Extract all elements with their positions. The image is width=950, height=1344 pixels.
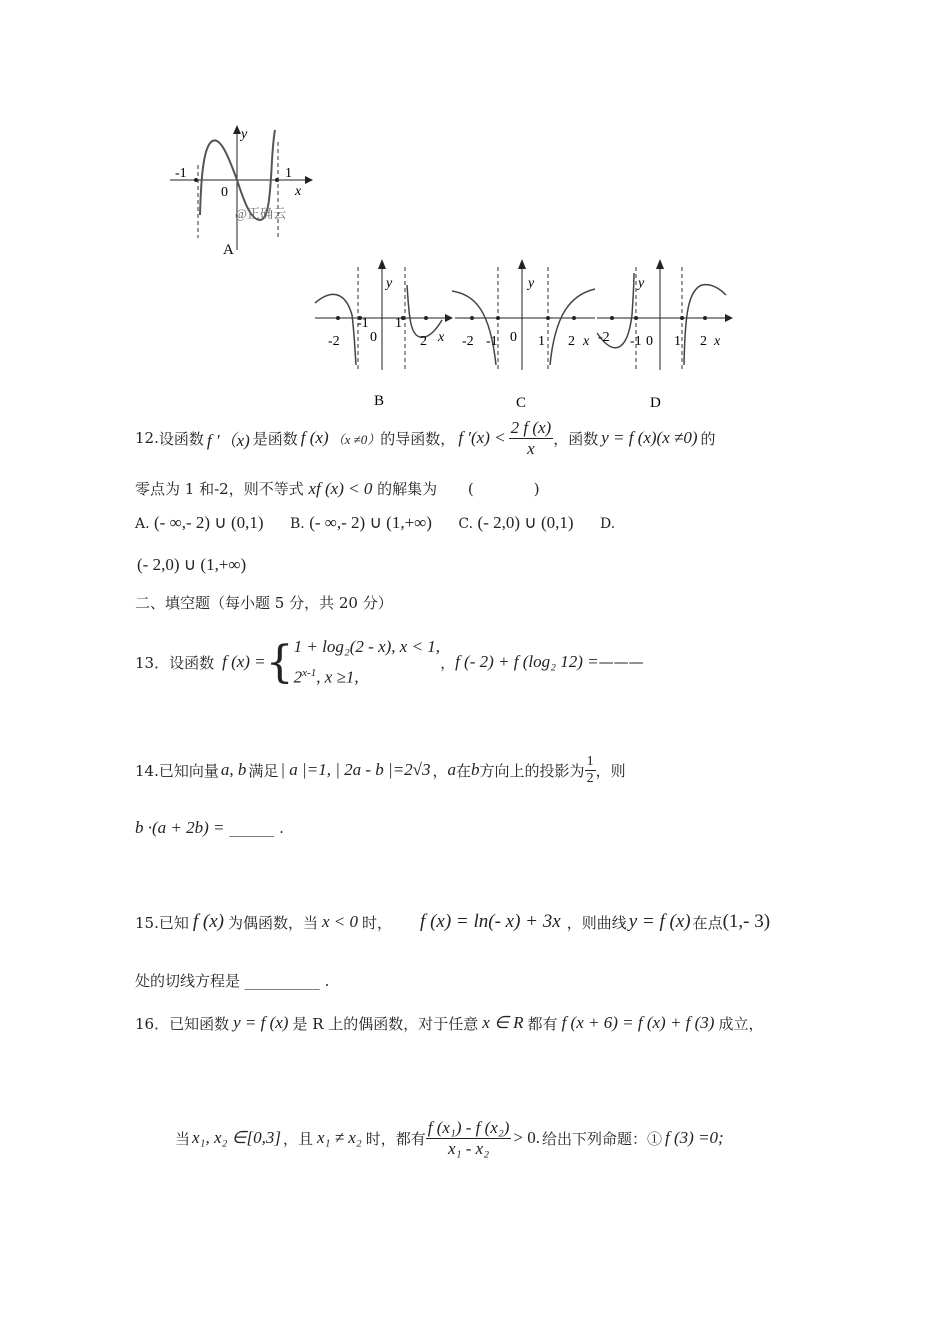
q16-number: 16．已知函数: [135, 1014, 230, 1033]
q12-frac-den: x: [527, 438, 535, 458]
q15-line1: [135, 905, 770, 939]
q14-line1: [135, 735, 626, 805]
q15-text-1: 为偶函数，当: [227, 913, 318, 932]
q14-line2: [135, 818, 284, 838]
q13-case2-base: 2: [293, 667, 303, 687]
q12-ineq2: xf (x) < 0: [308, 479, 373, 498]
q15-line2: [135, 970, 329, 991]
q12-cond: （x ≠0）: [331, 431, 381, 447]
q13-line: [135, 632, 644, 692]
q12-option-a: (- ∞,- 2) ∪ (0,1): [154, 513, 264, 532]
q14-text-4: 方向上的投影为: [479, 761, 585, 780]
q15-text-3: ，则曲线: [566, 913, 627, 932]
q16-l2-cond: x₁, x₂ ∈[0,3]: [192, 1128, 281, 1147]
q16-frac-num: f (x₁) - f (x₂): [427, 1117, 510, 1137]
graph-c-option-label: C: [516, 395, 527, 411]
q15-end: .: [324, 972, 330, 990]
graph-b: [310, 255, 460, 415]
q12-fprime: f ′（x): [206, 430, 250, 450]
graph-c-tick-neg2: -2: [462, 334, 474, 349]
q16-text-1: 是 R 上的偶函数，对于任意: [292, 1014, 479, 1033]
q16-eq: f (x + 6) = f (x) + f (3): [561, 1013, 715, 1032]
q16-line2: [175, 1110, 724, 1166]
graph-c-tick-1: 1: [538, 334, 545, 349]
q16-l2-text-2: ，且: [282, 1129, 313, 1148]
graph-a-x-label: x: [295, 184, 302, 199]
q14-text-3: 在: [456, 761, 472, 780]
graph-b-tick-neg1: -1: [357, 316, 369, 331]
q12-answer-blank: ( ): [467, 480, 540, 498]
graph-d-tick-1: 1: [674, 334, 681, 349]
graph-d-option-label: D: [650, 395, 661, 411]
q15-def: f (x) = ln(- x) + 3x: [420, 911, 561, 932]
q13-number: 13．设函数: [135, 653, 215, 672]
graph-a-option-label: A: [223, 242, 234, 258]
q15-number: 15.已知: [135, 913, 189, 932]
q14-proj-den: 2: [586, 770, 594, 786]
q14-text-5: ，则: [595, 761, 626, 780]
graph-a-tick-1: 1: [285, 166, 292, 181]
graph-a-tick-neg1: -1: [175, 166, 187, 181]
graph-b-tick-0: 0: [370, 330, 377, 345]
q12-text-b: 是函数: [252, 429, 298, 448]
q12-line1: [135, 418, 716, 458]
q16-l2-text-3: 时，都有: [365, 1129, 426, 1148]
q14-proj-num: 1: [586, 753, 594, 769]
q14-number: 14.已知向量: [135, 761, 219, 780]
q12-text-d: ，函数: [553, 429, 599, 448]
q14-text-2: ，: [432, 761, 448, 780]
q15-line2-text: 处的切线方程是: [135, 972, 241, 990]
q12-text-a: 设函数: [158, 429, 204, 448]
q12-option-b-label: B.: [290, 516, 305, 532]
graph-b-tick-neg2: -2: [328, 334, 340, 349]
q12-frac-num: 2 f (x): [510, 417, 552, 437]
q16-l2-text-1: 当: [175, 1129, 191, 1148]
q16-line1: [135, 1005, 763, 1041]
graph-b-option-label: B: [374, 393, 385, 409]
graph-d-tick-neg1: -1: [630, 334, 642, 349]
graph-b-tick-2: 2: [420, 334, 427, 349]
graph-c-tick-0: 0: [510, 330, 517, 345]
q13-lhs: f (x) =: [222, 652, 266, 671]
q15-curve: y = f (x): [628, 911, 691, 932]
q15-fx: f (x): [192, 911, 224, 932]
q16-gt: > 0.: [513, 1128, 541, 1147]
q16-text-3: 成立，: [718, 1014, 764, 1033]
q12-fx: f (x): [300, 428, 329, 447]
graph-d-x-label: x: [714, 334, 721, 349]
q14-end: .: [279, 819, 284, 837]
q13-case2-rest: , x ≥1,: [316, 667, 359, 687]
q14-vec-a: a: [447, 760, 457, 779]
q16-fraction: [426, 1118, 512, 1159]
q15-text-2: 时，: [362, 913, 393, 932]
q15-text-4: 在点: [692, 913, 723, 932]
graph-a-tick-0: 0: [221, 185, 228, 200]
q15-blank: __________: [244, 972, 320, 990]
q13-case2-exp: x-1: [302, 666, 317, 679]
graph-d: [592, 255, 742, 415]
graph-d-y-label: y: [638, 276, 645, 291]
q12-line2: [135, 478, 540, 499]
graph-d-tick-0: 0: [646, 334, 653, 349]
q14-text-1: 满足: [248, 761, 279, 780]
graph-c-tick-2: 2: [568, 334, 575, 349]
graph-b-y-label: y: [386, 276, 393, 291]
q16-frac-den: x₁ - x₂: [448, 1138, 490, 1158]
q12-option-c: (- 2,0) ∪ (0,1): [477, 513, 574, 532]
q16-cond: x ∈ R: [482, 1013, 524, 1032]
q12-text-c: 的导函数，: [380, 429, 456, 448]
graph-d-tick-2: 2: [700, 334, 707, 349]
graph-c: [450, 255, 600, 415]
q15-point: (1,- 3): [722, 911, 771, 932]
q12-text-e: 的: [700, 429, 716, 448]
section-2-heading: 二、填空题（每小题 5 分，共 20 分）: [135, 594, 393, 612]
q13-case2: [294, 660, 440, 691]
q12-number: 12.: [135, 429, 159, 447]
q16-l2-text-4: 给出下列命题：①: [542, 1129, 663, 1148]
q15-cond: x < 0: [322, 912, 359, 931]
q14-expr: b ·(a + 2b) =: [135, 818, 225, 837]
graph-b-tick-1: 1: [395, 316, 402, 331]
q14-condition: | a |=1, | 2a - b |=2√3: [280, 760, 431, 779]
q16-func: y = f (x): [233, 1013, 289, 1032]
graph-c-x-label: x: [583, 334, 590, 349]
graph-b-x-label: x: [438, 330, 445, 345]
q12-fraction: [509, 418, 554, 459]
q12-options: [135, 513, 615, 533]
q12-option-d-label: D.: [599, 516, 616, 532]
q14-vec-b: b: [471, 760, 480, 779]
q14-vectors: a, b: [220, 760, 247, 779]
graph-a-watermark: @正确云: [235, 206, 286, 221]
q13-cases: [294, 634, 440, 691]
q12-option-a-label: A.: [135, 516, 150, 532]
graph-d-tick-neg2: -2: [598, 330, 610, 345]
graph-a-y-label: y: [241, 127, 248, 142]
q16-prop1: f (3) =0;: [665, 1128, 724, 1147]
q12-option-b: (- ∞,- 2) ∪ (1,+∞): [309, 513, 432, 532]
q12-func: y = f (x)(x ≠0): [601, 428, 698, 447]
q14-projection-fraction: [585, 754, 596, 787]
q12-option-d: (- 2,0) ∪ (1,+∞): [137, 555, 247, 574]
q12-line2-text: 零点为 1 和-2，则不等式: [135, 480, 304, 498]
q13-blank: ———: [598, 653, 644, 671]
q14-blank: ______: [229, 819, 275, 837]
q13-brace: {: [265, 636, 294, 688]
graph-c-tick-neg1: -1: [486, 334, 498, 349]
q13-case1: 1 + log₂(2 - x), x < 1,: [293, 636, 441, 656]
q13-expr: f (- 2) + f (log₂ 12) =: [455, 652, 599, 671]
q16-l2-neq: x₁ ≠ x₂: [316, 1128, 362, 1147]
graph-c-y-label: y: [528, 276, 535, 291]
q12-line2-text-b: 的解集为: [377, 480, 438, 498]
q12-option-c-label: C.: [458, 516, 474, 532]
q12-ineq-left: f ′(x) <: [458, 428, 506, 447]
q13-comma: ，: [440, 653, 456, 672]
graph-a: [165, 120, 315, 270]
q16-text-2: 都有: [527, 1014, 558, 1033]
